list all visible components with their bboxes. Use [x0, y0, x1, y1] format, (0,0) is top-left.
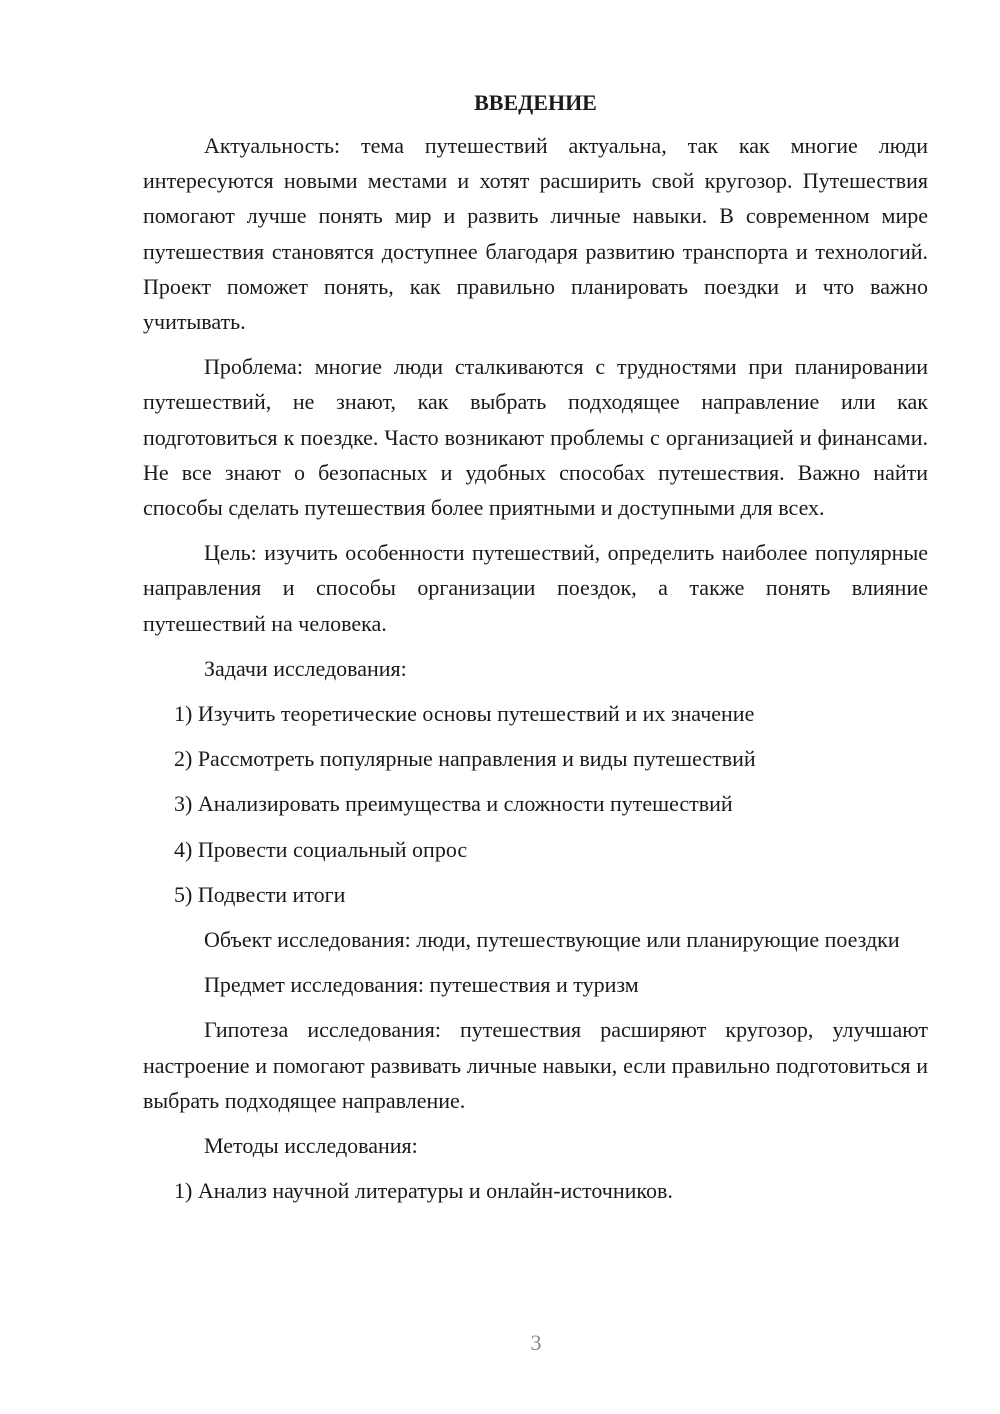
- tasks-heading: Задачи исследования:: [204, 655, 407, 681]
- task-item-5: 5) Подвести итоги: [174, 881, 346, 907]
- goal-paragraph: Цель: изучить особенности путешествий, определить наиболее популярные направления и способы организации поездок, а также понять влияние путешествий на человека.: [143, 540, 928, 636]
- method-item-1: 1) Анализ научной литературы и онлайн-источников.: [174, 1178, 673, 1204]
- task-item-2: 2) Рассмотреть популярные направления и виды путешествий: [174, 746, 756, 772]
- object-paragraph: Объект исследования: люди, путешествующие или планирующие поездки: [204, 927, 900, 953]
- methods-heading: Методы исследования:: [204, 1133, 418, 1159]
- task-item-4: 4) Провести социальный опрос: [174, 836, 468, 862]
- relevance-paragraph: Актуальность: тема путешествий актуальна, так как многие люди интересуются новыми местами и хотят расширить свой кругозор. Путешествия помогают лучше понять мир и развить личные навыки. В современном мире путешествия становятся доступнее благодаря развитию транспорта и технологий. Проект поможет понять, как правильно планировать поездки и что важно учитывать.: [143, 133, 928, 335]
- subject-paragraph: Предмет исследования: путешествия и туризм: [204, 972, 639, 998]
- document-page: [143, 88, 928, 1218]
- page-title: ВВЕДЕНИЕ: [474, 90, 597, 115]
- hypothesis-paragraph: Гипотеза исследования: путешествия расширяют кругозор, улучшают настроение и помогают развивать личные навыки, если правильно подготовиться и выбрать подходящее направление.: [143, 1017, 928, 1113]
- task-item-3: 3) Анализировать преимущества и сложности путешествий: [174, 791, 733, 817]
- problem-paragraph: Проблема: многие люди сталкиваются с трудностями при планировании путешествий, не знают, как выбрать подходящее направление или как подготовиться к поездке. Часто возникают проблемы с организацией и финансами. Не все знают о безопасных и удобных способах путешествия. Важно найти способы сделать путешествия более приятными и доступными для всех.: [143, 354, 928, 521]
- page-number: 3: [530, 1330, 542, 1355]
- task-item-1: 1) Изучить теоретические основы путешествий и их значение: [174, 701, 755, 727]
